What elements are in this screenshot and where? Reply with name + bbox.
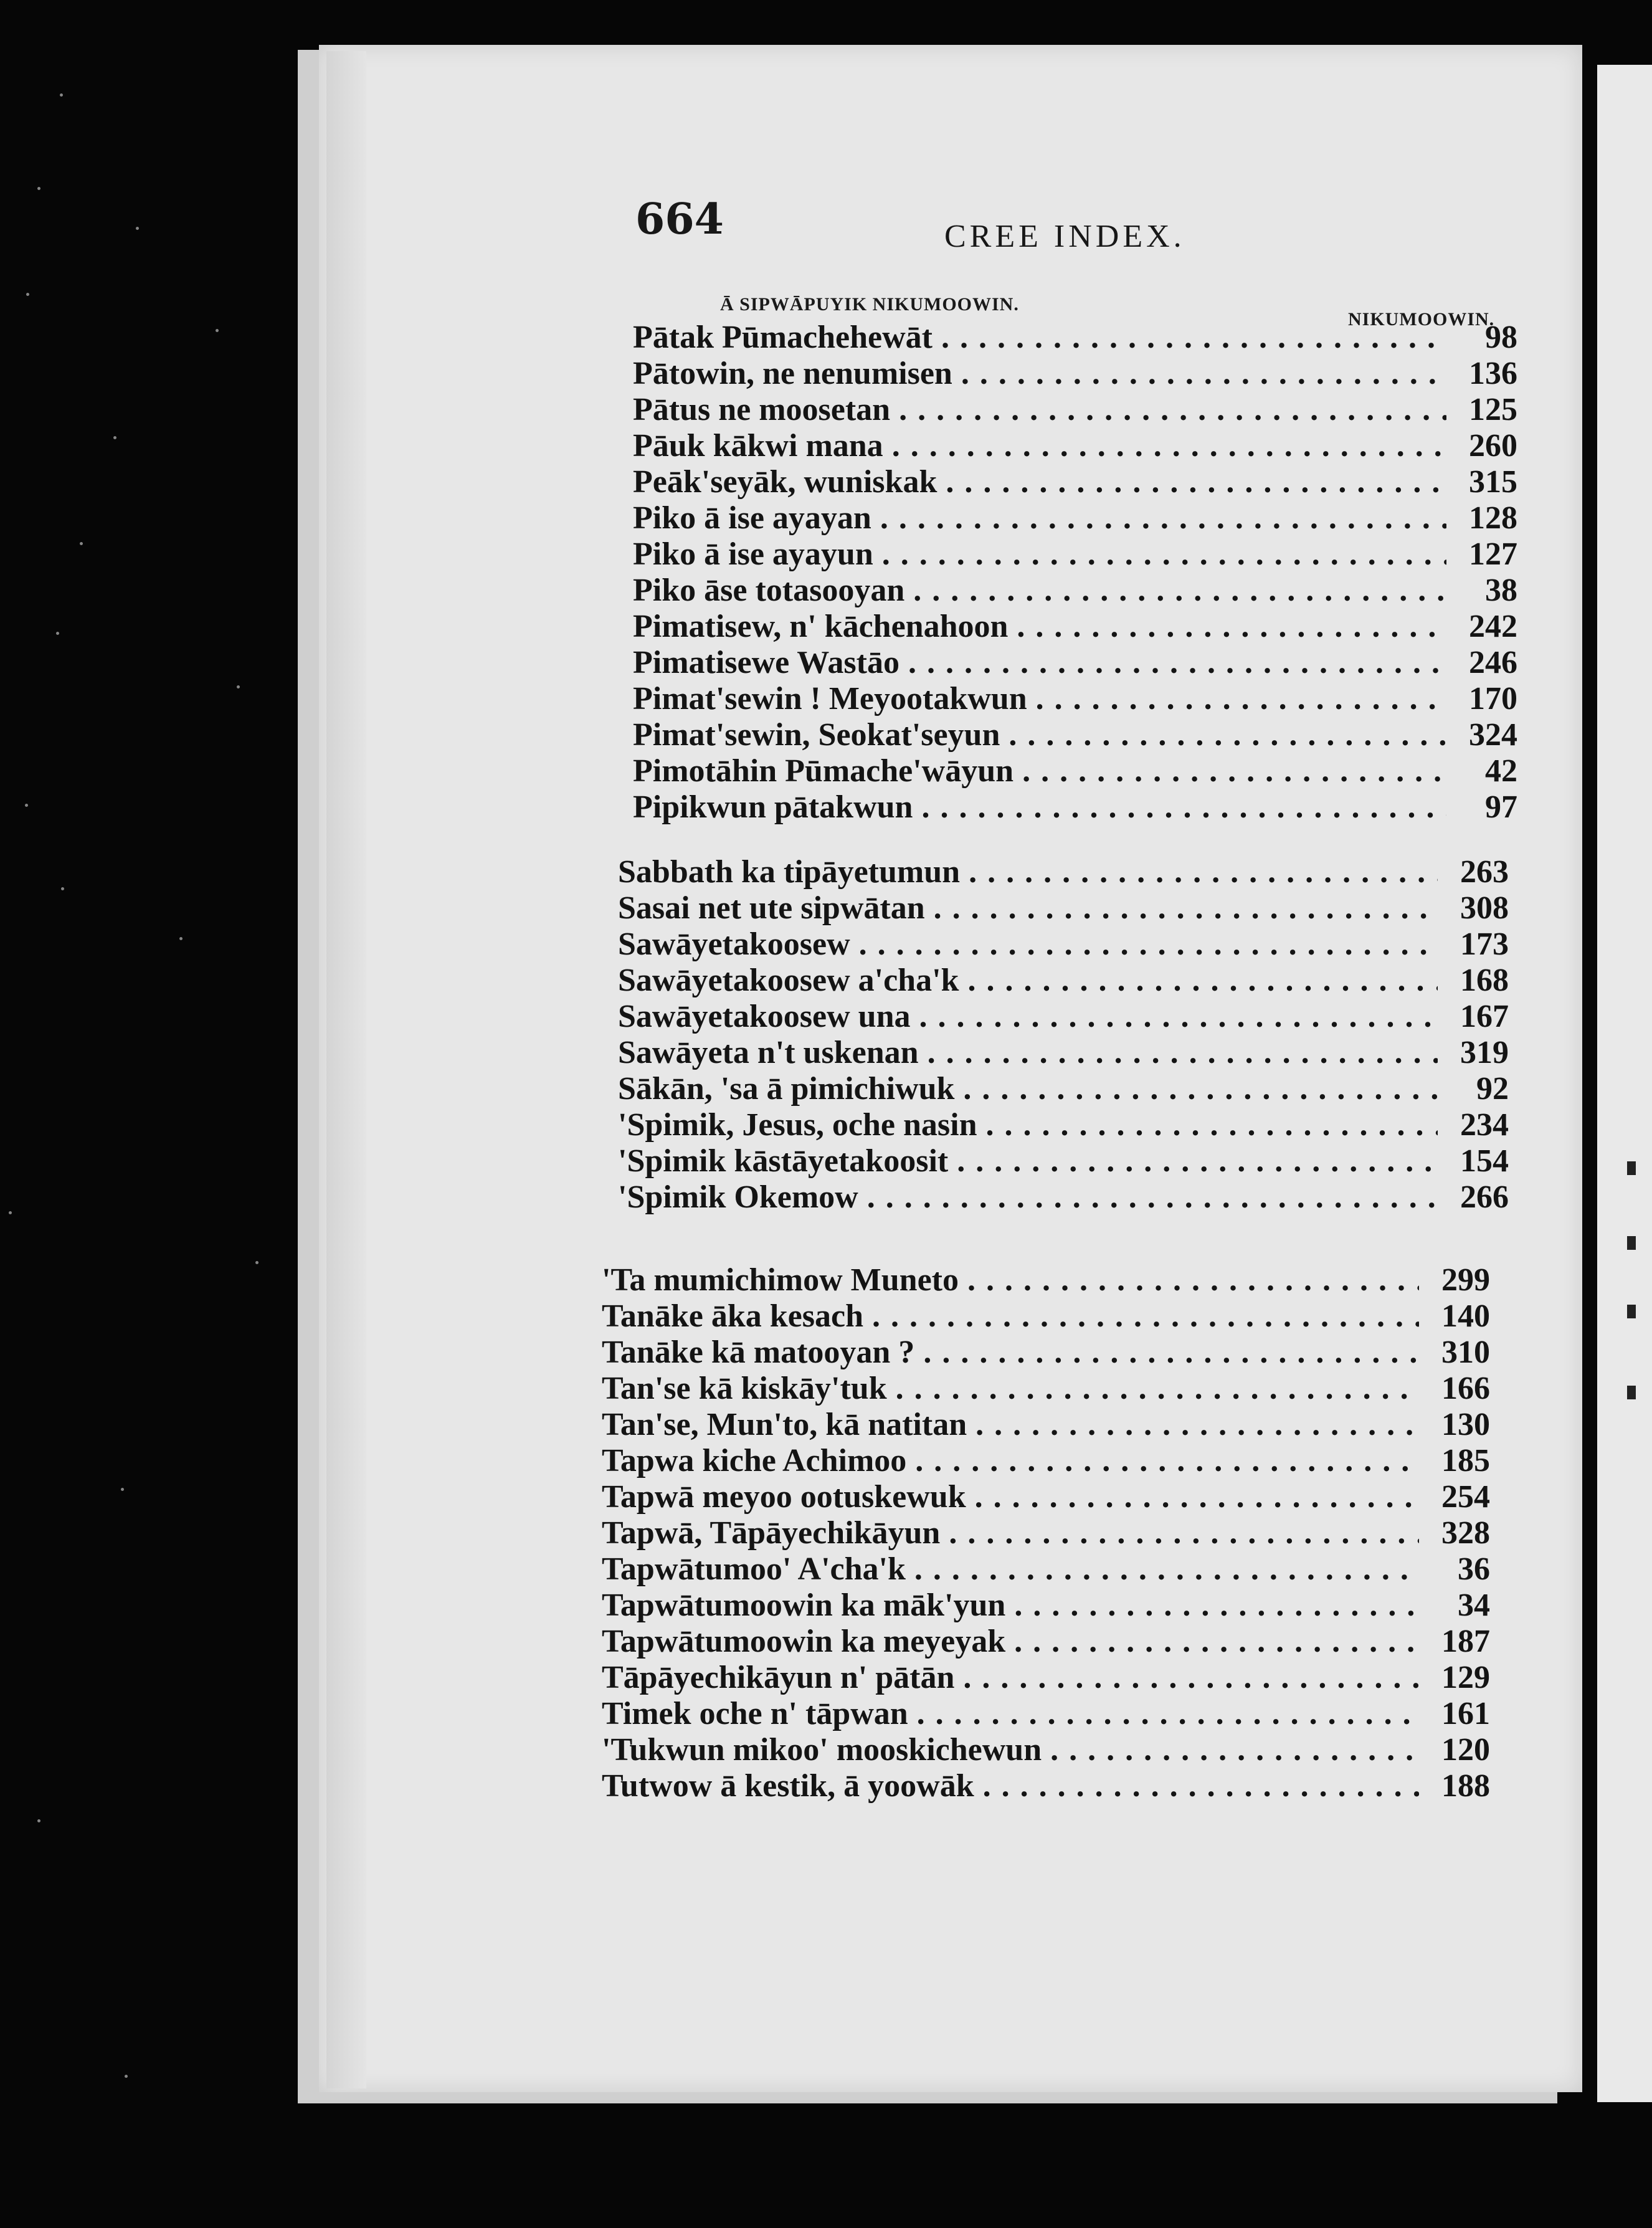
index-entry — [602, 1623, 1490, 1659]
entry-title: Piko ā ise ayayun — [633, 536, 873, 572]
index-entry — [602, 1262, 1490, 1298]
entry-title: Piko ā ise ayayan — [633, 500, 871, 536]
index-entry — [618, 1107, 1509, 1143]
entry-page-number: 254 — [1441, 1479, 1490, 1515]
dot-leader — [919, 998, 1438, 1035]
index-entry — [618, 926, 1509, 962]
index-entry — [602, 1298, 1490, 1334]
dust-speck — [9, 1211, 12, 1214]
entry-title: 'Tukwun mikoo' mooskichewun — [602, 1732, 1042, 1768]
index-group-s — [618, 854, 1509, 1215]
dot-leader — [963, 1070, 1438, 1107]
entry-page-number: 38 — [1485, 573, 1517, 608]
dust-speck — [56, 632, 59, 635]
index-entry — [602, 1587, 1490, 1623]
entry-title: Pimat'sewin ! Meyootakwun — [633, 681, 1027, 716]
dot-leader — [1022, 753, 1446, 789]
index-entry — [633, 680, 1517, 716]
entry-page-number: 246 — [1469, 645, 1517, 680]
dot-leader — [941, 319, 1446, 356]
page-title: CREE INDEX. — [944, 219, 1185, 254]
entry-page-number: 242 — [1469, 609, 1517, 644]
entry-page-number: 188 — [1441, 1768, 1490, 1804]
dot-leader — [880, 500, 1446, 536]
entry-page-number: 129 — [1441, 1660, 1490, 1695]
dot-leader — [928, 1034, 1438, 1071]
dot-leader — [983, 1768, 1419, 1804]
entry-page-number: 263 — [1460, 854, 1509, 890]
dot-leader — [1014, 1587, 1419, 1624]
entry-page-number: 127 — [1469, 536, 1517, 572]
entry-page-number: 154 — [1460, 1143, 1509, 1179]
index-group-p — [633, 319, 1517, 825]
column-heading-page: NIKUMOOWIN. — [1348, 309, 1495, 330]
index-entry — [618, 962, 1509, 998]
entry-title: Tan'se kā kiskāy'tuk — [602, 1371, 887, 1406]
dot-leader — [961, 355, 1446, 392]
dot-leader — [969, 854, 1438, 890]
entry-page-number: 130 — [1441, 1407, 1490, 1442]
entry-title: Tanāke kā matooyan ? — [602, 1335, 915, 1370]
index-entry — [633, 608, 1517, 644]
entry-title: Pātak Pūmachehewāt — [633, 320, 933, 355]
dot-leader — [882, 536, 1446, 573]
entry-title: Peāk'seyāk, wuniskak — [633, 464, 938, 500]
entry-title: Piko āse totasooyan — [633, 573, 905, 608]
index-entry — [602, 1478, 1490, 1515]
dot-leader — [867, 1179, 1438, 1216]
entry-title: Tanāke āka kesach — [602, 1298, 863, 1334]
index-entry — [602, 1695, 1490, 1731]
page-number: 664 — [635, 194, 724, 244]
entry-page-number: 166 — [1441, 1371, 1490, 1406]
dot-leader — [1036, 680, 1446, 717]
index-entry — [633, 464, 1517, 500]
entry-title: Sasai net ute sipwātan — [618, 890, 925, 926]
entry-page-number: 36 — [1458, 1551, 1490, 1587]
entry-page-number: 168 — [1460, 963, 1509, 998]
entry-page-number: 140 — [1441, 1298, 1490, 1334]
dust-speck — [61, 887, 64, 890]
entry-page-number: 34 — [1458, 1588, 1490, 1623]
entry-page-number: 97 — [1485, 789, 1517, 825]
entry-title: Tapwātumoowin ka māk'yun — [602, 1588, 1006, 1623]
entry-title: 'Spimik kāstāyetakoosit — [618, 1143, 949, 1179]
entry-page-number: 319 — [1460, 1035, 1509, 1070]
dot-leader — [975, 1478, 1419, 1515]
entry-page-number: 42 — [1485, 753, 1517, 789]
entry-title: 'Ta mumichimow Muneto — [602, 1262, 959, 1298]
page-gutter — [326, 51, 366, 2088]
index-entry — [618, 1143, 1509, 1179]
index-entry — [602, 1442, 1490, 1478]
index-entry — [602, 1370, 1490, 1406]
dot-leader — [892, 427, 1446, 464]
dot-leader — [923, 1334, 1419, 1371]
entry-title: Tapwātumoo' A'cha'k — [602, 1551, 906, 1587]
entry-page-number: 161 — [1441, 1696, 1490, 1731]
entry-title: Pimatisewe Wastāo — [633, 645, 900, 680]
entry-page-number: 266 — [1460, 1179, 1509, 1215]
dust-speck — [237, 685, 240, 688]
entry-page-number: 125 — [1469, 392, 1517, 427]
entry-page-number: 170 — [1469, 681, 1517, 716]
dot-leader — [967, 962, 1438, 999]
entry-page-number: 299 — [1441, 1262, 1490, 1298]
entry-title: Sabbath ka tipāyetumun — [618, 854, 961, 890]
entry-title: Tapwā meyoo ootuskewuk — [602, 1479, 966, 1515]
adjacent-page-mark — [1627, 1236, 1636, 1250]
adjacent-page — [1597, 65, 1652, 2102]
entry-title: Pātus ne moosetan — [633, 392, 891, 427]
dust-speck — [125, 2075, 128, 2078]
adjacent-page-mark — [1627, 1386, 1636, 1399]
entry-title: Sawāyetakoosew una — [618, 999, 911, 1034]
entry-page-number: 234 — [1460, 1107, 1509, 1143]
index-entry — [633, 391, 1517, 427]
entry-title: Tapwa kiche Achimoo — [602, 1443, 907, 1478]
entry-page-number: 128 — [1469, 500, 1517, 536]
entry-title: Tutwow ā kestik, ā yoowāk — [602, 1768, 974, 1804]
index-entry — [633, 789, 1517, 825]
entry-page-number: 315 — [1469, 464, 1517, 500]
index-entry — [633, 427, 1517, 464]
dust-speck — [37, 187, 40, 190]
index-entry — [618, 890, 1509, 926]
index-entry — [602, 1515, 1490, 1551]
index-entry — [618, 1034, 1509, 1070]
dot-leader — [896, 1370, 1419, 1407]
entry-title: Pimatisew, n' kāchenahoon — [633, 609, 1009, 644]
dust-speck — [80, 542, 83, 545]
index-entry — [602, 1406, 1490, 1442]
entry-page-number: 187 — [1441, 1624, 1490, 1659]
dot-leader — [1014, 1623, 1419, 1660]
dust-speck — [121, 1488, 124, 1491]
dot-leader — [914, 1551, 1419, 1588]
index-entry — [602, 1551, 1490, 1587]
entry-title: Tan'se, Mun'to, kā natitan — [602, 1407, 967, 1442]
index-entry — [618, 998, 1509, 1034]
dot-leader — [976, 1406, 1419, 1443]
entry-page-number: 308 — [1460, 890, 1509, 926]
dot-leader — [915, 1442, 1419, 1479]
dust-speck — [26, 293, 29, 296]
entry-title: Timek oche n' tāpwan — [602, 1696, 908, 1731]
index-entry — [602, 1768, 1490, 1804]
dot-leader — [921, 789, 1446, 826]
dot-leader — [946, 464, 1446, 500]
entry-page-number: 260 — [1469, 428, 1517, 464]
index-entry — [633, 500, 1517, 536]
index-entry — [618, 1179, 1509, 1215]
dot-leader — [917, 1695, 1419, 1732]
dot-leader — [1050, 1731, 1419, 1768]
entry-title: Pāuk kākwi mana — [633, 428, 883, 464]
dust-speck — [216, 329, 219, 332]
index-entry — [633, 716, 1517, 753]
index-entry — [602, 1334, 1490, 1370]
entry-page-number: 98 — [1485, 320, 1517, 355]
dot-leader — [986, 1107, 1438, 1143]
dot-leader — [963, 1659, 1419, 1696]
entry-title: Pimat'sewin, Seokat'seyun — [633, 717, 1000, 753]
entry-title: Sawāyeta n't uskenan — [618, 1035, 919, 1070]
dot-leader — [913, 572, 1446, 609]
index-entry — [633, 753, 1517, 789]
index-entry — [633, 572, 1517, 608]
dot-leader — [1017, 608, 1446, 645]
entry-title: Pātowin, ne nenumisen — [633, 356, 952, 391]
dot-leader — [859, 926, 1438, 963]
index-entry — [633, 536, 1517, 572]
dot-leader — [899, 391, 1446, 428]
entry-title: Tāpāyechikāyun n' pātān — [602, 1660, 955, 1695]
dust-speck — [60, 93, 63, 97]
entry-title: Pipikwun pātakwun — [633, 789, 913, 825]
column-heading-first-line: Ā SIPWĀPUYIK NIKUMOOWIN. — [720, 294, 1019, 315]
index-entry — [633, 319, 1517, 355]
dot-leader — [1009, 716, 1446, 753]
entry-title: Sawāyetakoosew — [618, 926, 850, 962]
dust-speck — [25, 804, 28, 807]
dot-leader — [934, 890, 1438, 926]
index-entry — [602, 1659, 1490, 1695]
dot-leader — [957, 1143, 1438, 1179]
dust-speck — [179, 937, 183, 940]
dot-leader — [949, 1515, 1419, 1551]
entry-page-number: 324 — [1469, 717, 1517, 753]
entry-page-number: 328 — [1441, 1515, 1490, 1551]
entry-title: 'Spimik Okemow — [618, 1179, 858, 1215]
entry-page-number: 92 — [1476, 1071, 1509, 1107]
entry-title: Sawāyetakoosew a'cha'k — [618, 963, 959, 998]
entry-title: Tapwātumoowin ka meyeyak — [602, 1624, 1006, 1659]
entry-title: Tapwā, Tāpāyechikāyun — [602, 1515, 941, 1551]
index-entry — [633, 644, 1517, 680]
index-entry — [602, 1731, 1490, 1768]
entry-page-number: 120 — [1441, 1732, 1490, 1768]
entry-page-number: 173 — [1460, 926, 1509, 962]
entry-page-number: 310 — [1441, 1335, 1490, 1370]
dot-leader — [967, 1262, 1419, 1298]
dust-speck — [255, 1261, 259, 1264]
adjacent-page-mark — [1627, 1161, 1636, 1175]
index-group-t — [602, 1262, 1490, 1804]
entry-title: 'Spimik, Jesus, oche nasin — [618, 1107, 977, 1143]
index-entry — [633, 355, 1517, 391]
dust-speck — [37, 1819, 40, 1822]
entry-page-number: 185 — [1441, 1443, 1490, 1478]
dust-speck — [113, 436, 116, 439]
index-entry — [618, 854, 1509, 890]
entry-title: Pimotāhin Pūmache'wāyun — [633, 753, 1014, 789]
entry-page-number: 167 — [1460, 999, 1509, 1034]
adjacent-page-mark — [1627, 1305, 1636, 1318]
entry-page-number: 136 — [1469, 356, 1517, 391]
dot-leader — [908, 644, 1446, 681]
entry-title: Sākān, 'sa ā pimichiwuk — [618, 1071, 955, 1107]
index-entry — [618, 1070, 1509, 1107]
dust-speck — [136, 227, 139, 230]
dot-leader — [872, 1298, 1419, 1335]
